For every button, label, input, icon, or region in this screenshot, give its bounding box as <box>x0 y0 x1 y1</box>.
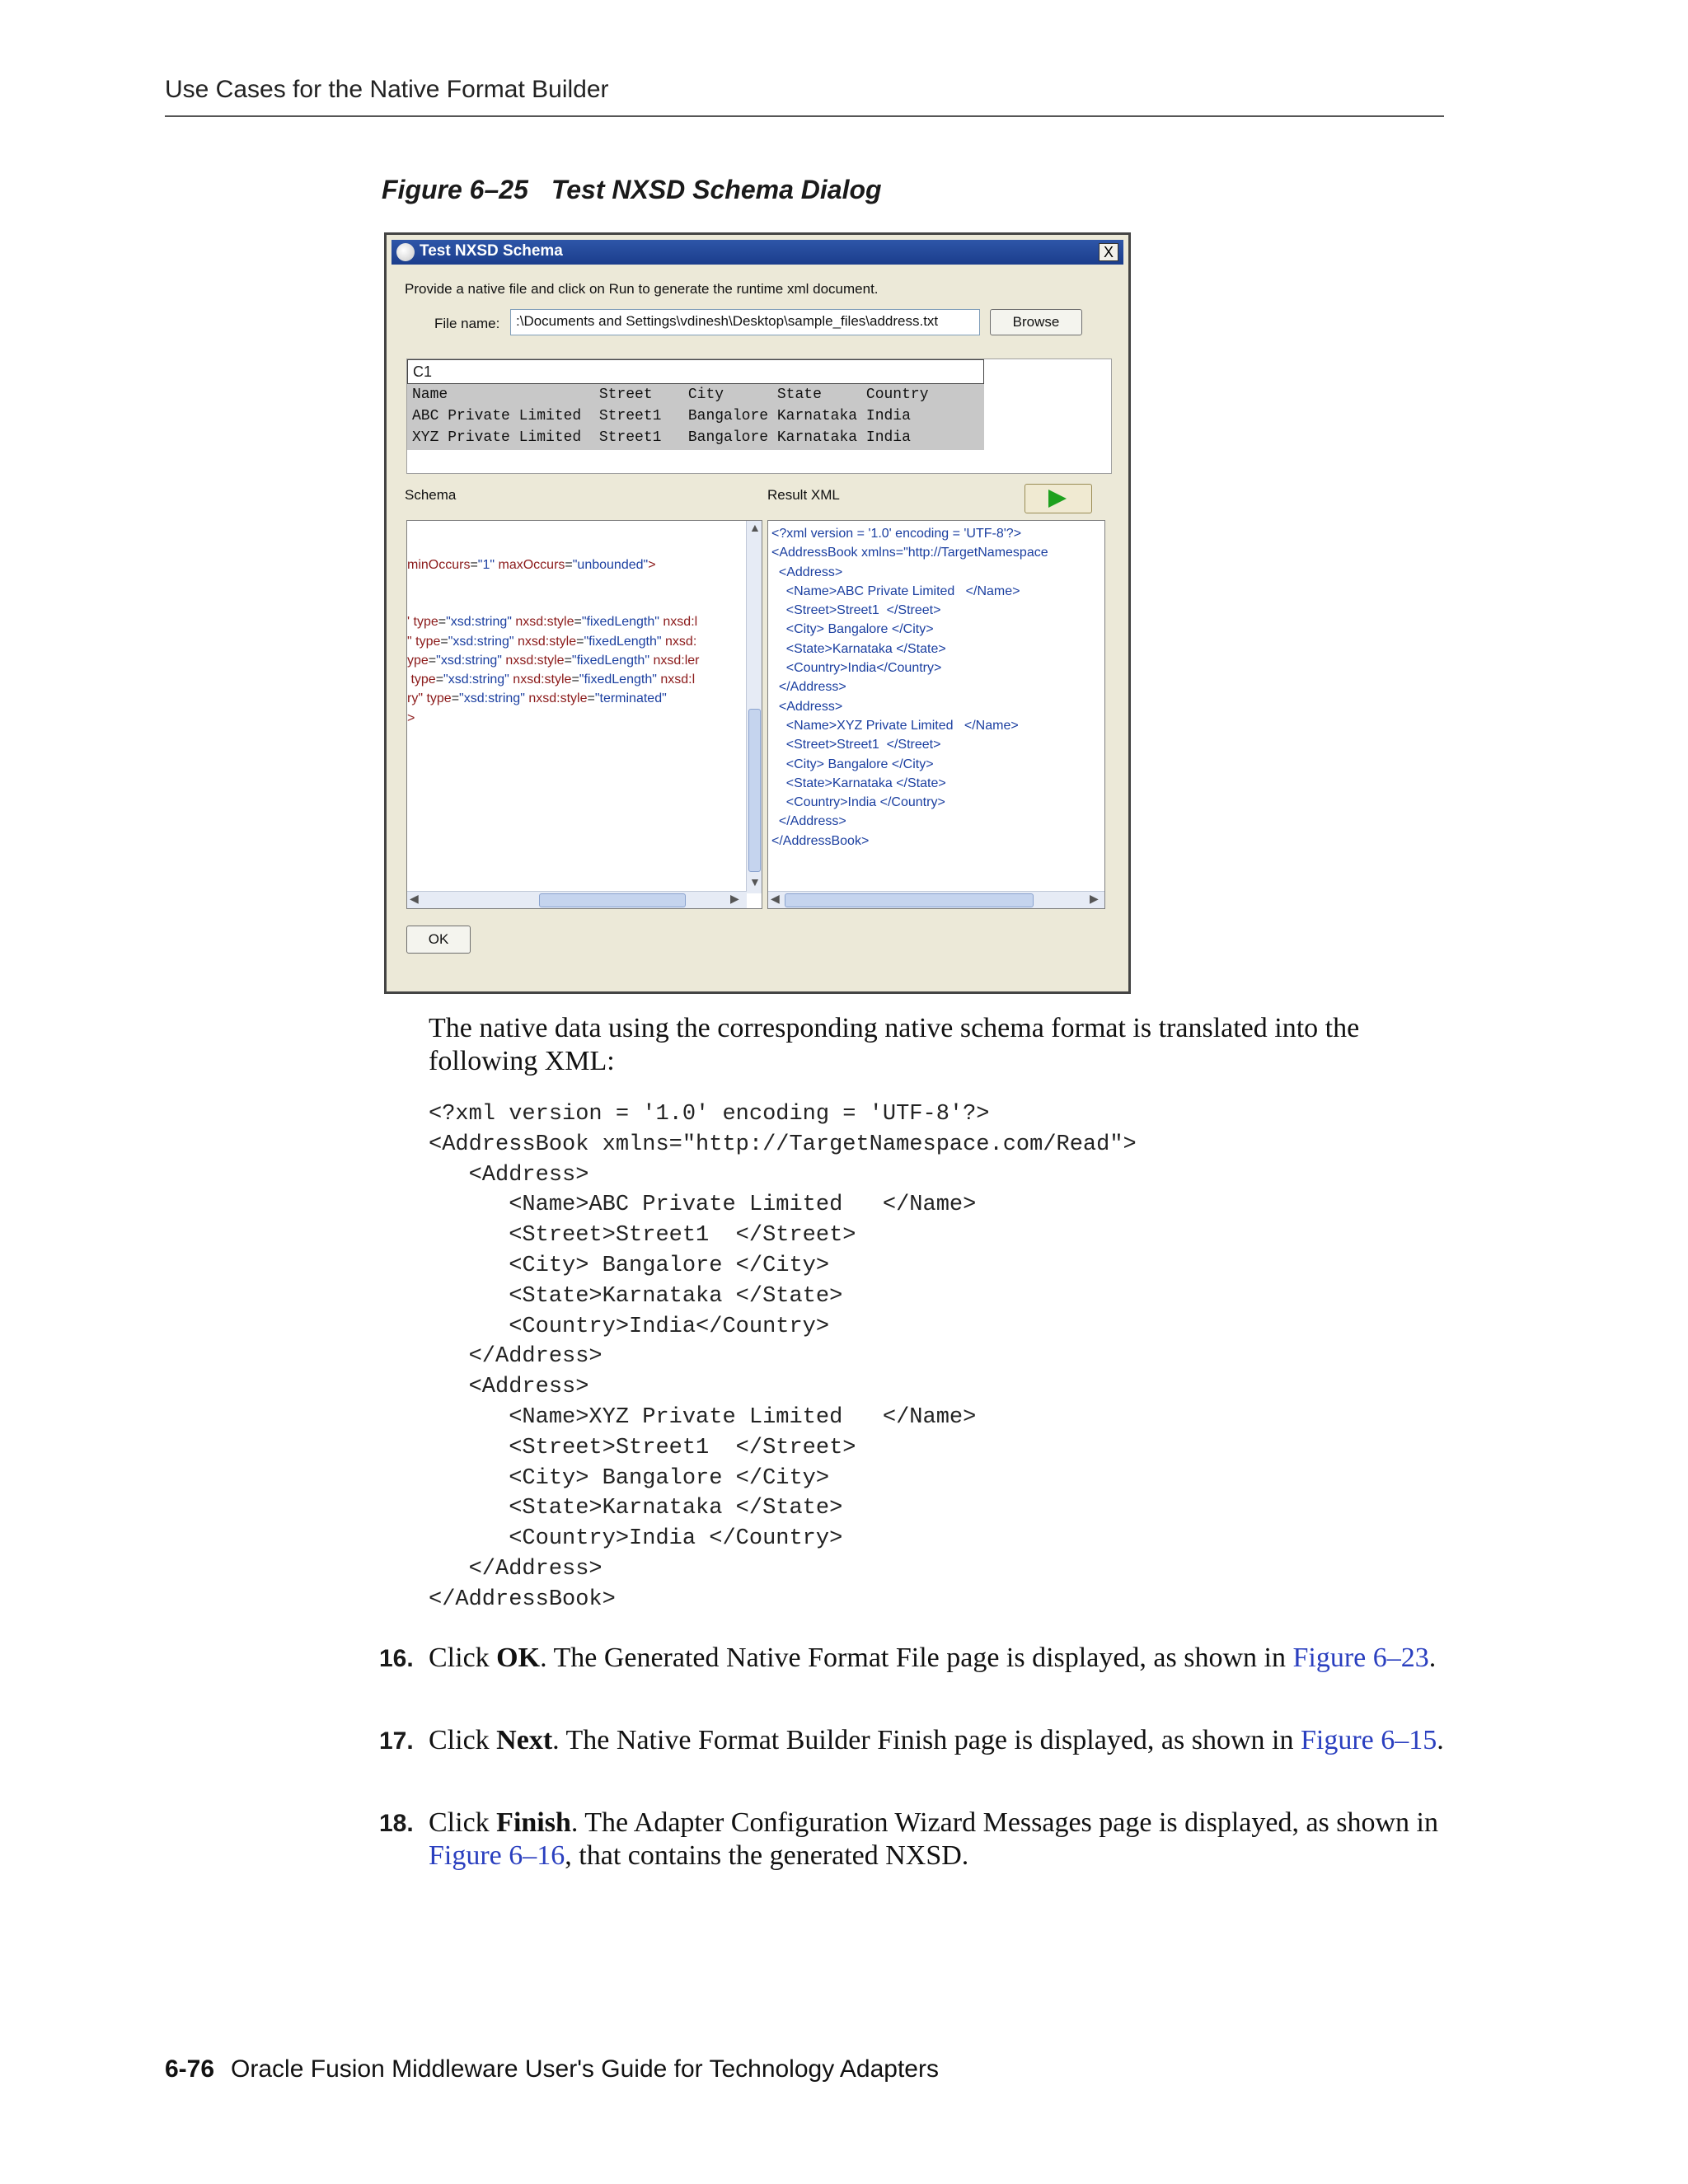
equals-sign: = <box>451 691 460 706</box>
equals-sign: = <box>574 615 582 630</box>
result-xml-text[interactable] <box>771 524 1048 851</box>
result-line: <AddressBook xmlns="http://TargetNamespace <box>771 546 1048 560</box>
step-post: . <box>1437 1725 1444 1755</box>
code-line: </AddressBook> <box>429 1586 616 1612</box>
schema-fragment: "fixedLength" <box>571 653 649 668</box>
figure-link[interactable]: Figure 6–15 <box>1300 1725 1437 1755</box>
running-header: Use Cases for the Native Format Builder <box>165 76 609 103</box>
step-post: , that contains the generated NXSD. <box>565 1840 969 1871</box>
step-pre: Click <box>429 1725 497 1755</box>
schema-fragment: nxsd:l <box>659 615 698 630</box>
test-nxsd-schema-dialog <box>384 232 1131 994</box>
step-mid: . The Native Format Builder Finish page is displayed, as shown in <box>552 1725 1301 1755</box>
step-number: 18. <box>379 1810 414 1837</box>
java-cup-icon <box>396 243 415 261</box>
result-line: <Street>Street1 </Street> <box>771 603 941 618</box>
file-name-input[interactable]: :\Documents and Settings\vdinesh\Desktop\sample_files\address.txt <box>510 309 980 335</box>
result-horizontal-scrollbar[interactable] <box>768 891 1105 908</box>
code-line: <City> Bangalore </City> <box>509 1465 830 1491</box>
equals-sign: = <box>438 615 447 630</box>
code-line: <Name>XYZ Private Limited </Name> <box>509 1404 977 1430</box>
scroll-thumb[interactable] <box>748 709 761 872</box>
result-line: <?xml version = '1.0' encoding = 'UTF-8'?> <box>771 527 1022 541</box>
schema-line <box>407 651 699 670</box>
result-xml-label: Result XML <box>767 487 840 503</box>
schema-line <box>407 555 699 574</box>
result-line: </AddressBook> <box>771 833 870 848</box>
step-text <box>429 1807 1451 1872</box>
step-post: . <box>1428 1643 1437 1673</box>
page-footer <box>165 2055 939 2083</box>
figure-number: Figure 6–25 <box>382 175 528 204</box>
schema-fragment: "terminated" <box>594 691 667 706</box>
schema-text[interactable] <box>407 555 699 728</box>
step-ui-term: Finish <box>496 1807 571 1838</box>
schema-fragment: "xsd:string" <box>448 634 514 649</box>
schema-pane[interactable] <box>406 520 762 909</box>
schema-line <box>407 632 699 651</box>
equals-sign: = <box>428 653 437 668</box>
schema-fragment: "xsd:string" <box>459 691 525 706</box>
schema-fragment: type <box>407 673 436 687</box>
result-line: <State>Karnataka </State> <box>771 776 946 790</box>
scroll-down-icon[interactable]: ▼ <box>749 875 761 888</box>
code-line: <Address> <box>468 1162 589 1188</box>
schema-line <box>407 709 699 728</box>
equals-sign: = <box>571 673 579 687</box>
equals-sign: = <box>440 634 448 649</box>
result-line: <City> Bangalore </City> <box>771 622 934 637</box>
grid-row[interactable]: Name Street City State Country <box>412 387 929 403</box>
grid-row[interactable]: XYZ Private Limited Street1 Bangalore Karnataka India <box>412 429 911 446</box>
schema-fragment: nxsd:style <box>509 673 572 687</box>
result-line: </Address> <box>771 680 846 695</box>
scroll-left-icon[interactable]: ◀ <box>410 892 419 905</box>
dialog-titlebar[interactable] <box>392 240 1123 265</box>
step-pre: Click <box>429 1807 497 1838</box>
figure-link[interactable]: Figure 6–16 <box>429 1840 565 1871</box>
code-line: <Country>India </Country> <box>509 1526 843 1552</box>
equals-sign: = <box>565 558 573 572</box>
schema-fragment: ' type <box>407 615 438 630</box>
schema-fragment: "fixedLength" <box>584 634 662 649</box>
scroll-right-icon[interactable]: ▶ <box>1090 892 1099 905</box>
figure-link[interactable]: Figure 6–23 <box>1292 1643 1429 1673</box>
schema-label: Schema <box>405 487 457 503</box>
result-xml-pane[interactable] <box>767 520 1105 909</box>
schema-fragment: "1" <box>477 558 495 572</box>
scroll-thumb[interactable] <box>785 893 1034 907</box>
xml-code-block <box>429 1099 1137 1615</box>
page-number: 6-76 <box>165 2055 215 2083</box>
scroll-thumb[interactable] <box>539 893 686 907</box>
close-icon: X <box>1103 244 1114 260</box>
result-line: <Name>XYZ Private Limited </Name> <box>771 718 1019 733</box>
step-number: 17. <box>379 1727 414 1755</box>
figure-title: Test NXSD Schema Dialog <box>551 175 882 204</box>
schema-fragment: "unbounded" <box>572 558 649 572</box>
schema-fragment: "xsd:string" <box>436 653 502 668</box>
equals-sign: = <box>576 634 584 649</box>
step-ui-term: Next <box>496 1725 553 1755</box>
schema-fragment: nxsd:style <box>513 634 577 649</box>
dialog-title: Test NXSD Schema <box>420 242 563 260</box>
native-data-grid[interactable] <box>406 359 1112 474</box>
code-line: <Address> <box>468 1375 589 1400</box>
result-line: <Street>Street1 </Street> <box>771 738 941 752</box>
equals-sign: = <box>587 691 595 706</box>
close-button[interactable] <box>1099 243 1118 261</box>
step-mid: . The Generated Native Format File page is displayed, as shown in <box>540 1643 1293 1673</box>
schema-fragment: nxsd:l <box>656 673 696 687</box>
code-line: <Street>Street1 </Street> <box>509 1223 856 1249</box>
schema-horizontal-scrollbar[interactable] <box>407 891 747 908</box>
browse-button[interactable]: Browse <box>990 309 1082 335</box>
schema-fragment: maxOccurs <box>495 558 565 572</box>
grid-row[interactable]: ABC Private Limited Street1 Bangalore Karnataka India <box>412 408 911 424</box>
schema-vertical-scrollbar[interactable] <box>746 521 762 893</box>
schema-fragment: ry" type <box>407 691 452 706</box>
play-icon <box>1048 490 1067 508</box>
result-line: </Address> <box>771 814 846 829</box>
code-line: <State>Karnataka </State> <box>509 1496 843 1521</box>
schema-fragment: > <box>648 558 656 572</box>
book-title: Oracle Fusion Middleware User's Guide for Technology Adapters <box>231 2055 939 2083</box>
schema-line <box>407 689 699 708</box>
schema-line <box>407 670 699 689</box>
schema-fragment: "fixedLength" <box>581 615 659 630</box>
code-line: <Name>ABC Private Limited </Name> <box>509 1193 977 1218</box>
step-ui-term: OK <box>496 1643 541 1673</box>
result-line: <City> Bangalore </City> <box>771 757 934 771</box>
grid-rows <box>407 384 984 450</box>
step-number: 16. <box>379 1645 414 1672</box>
schema-line <box>407 612 699 631</box>
schema-fragment: nxsd: <box>661 634 697 649</box>
code-line: <Country>India</Country> <box>509 1314 830 1339</box>
step-text <box>429 1724 1451 1757</box>
schema-fragment: "xsd:string" <box>446 615 512 630</box>
schema-fragment: minOccurs <box>407 558 471 572</box>
code-line: </Address> <box>468 1556 603 1582</box>
scroll-up-icon[interactable]: ▲ <box>749 521 761 534</box>
instruction-text: Provide a native file and click on Run to generate the runtime xml document. <box>405 281 879 297</box>
result-line: <Name>ABC Private Limited </Name> <box>771 583 1020 598</box>
equals-sign: = <box>470 558 478 572</box>
run-button[interactable] <box>1025 484 1092 513</box>
schema-fragment: "fixedLength" <box>579 673 657 687</box>
code-line: <AddressBook xmlns="http://TargetNamespace.com/Read"> <box>429 1132 1137 1157</box>
figure-caption <box>382 175 882 205</box>
code-line: <City> Bangalore </City> <box>509 1253 830 1278</box>
result-line: <Country>India</Country> <box>771 661 942 676</box>
intro-paragraph: The native data using the corresponding native schema format is translated into the following XML: <box>429 1013 1360 1076</box>
schema-fragment: > <box>407 710 415 725</box>
scroll-left-icon[interactable]: ◀ <box>771 892 780 905</box>
schema-fragment: nxsd:style <box>511 615 574 630</box>
step-mid: . The Adapter Configuration Wizard Messages page is displayed, as shown in <box>570 1807 1438 1838</box>
schema-fragment: ype <box>407 653 429 668</box>
ok-button[interactable]: OK <box>406 926 471 954</box>
result-line: <Address> <box>771 699 843 714</box>
grid-column-header[interactable]: C1 <box>407 359 984 384</box>
schema-fragment: "xsd:string" <box>443 673 509 687</box>
schema-fragment: nxsd:ler <box>649 653 700 668</box>
schema-fragment: " type <box>407 634 441 649</box>
code-line: </Address> <box>468 1344 603 1370</box>
result-line: <State>Karnataka </State> <box>771 641 946 656</box>
code-line: <?xml version = '1.0' encoding = 'UTF-8'?> <box>429 1102 990 1127</box>
file-name-label: File name: <box>434 316 500 331</box>
step-pre: Click <box>429 1643 497 1673</box>
equals-sign: = <box>564 653 572 668</box>
result-line: <Address> <box>771 565 843 579</box>
equals-sign: = <box>435 673 444 687</box>
step-text <box>429 1642 1451 1675</box>
schema-fragment: nxsd:style <box>501 653 565 668</box>
scroll-right-icon[interactable]: ▶ <box>730 892 739 905</box>
code-line: <State>Karnataka </State> <box>509 1283 843 1309</box>
code-line: <Street>Street1 </Street> <box>509 1435 856 1460</box>
result-line: <Country>India </Country> <box>771 795 945 810</box>
schema-fragment: nxsd:style <box>524 691 588 706</box>
header-rule <box>165 115 1444 117</box>
